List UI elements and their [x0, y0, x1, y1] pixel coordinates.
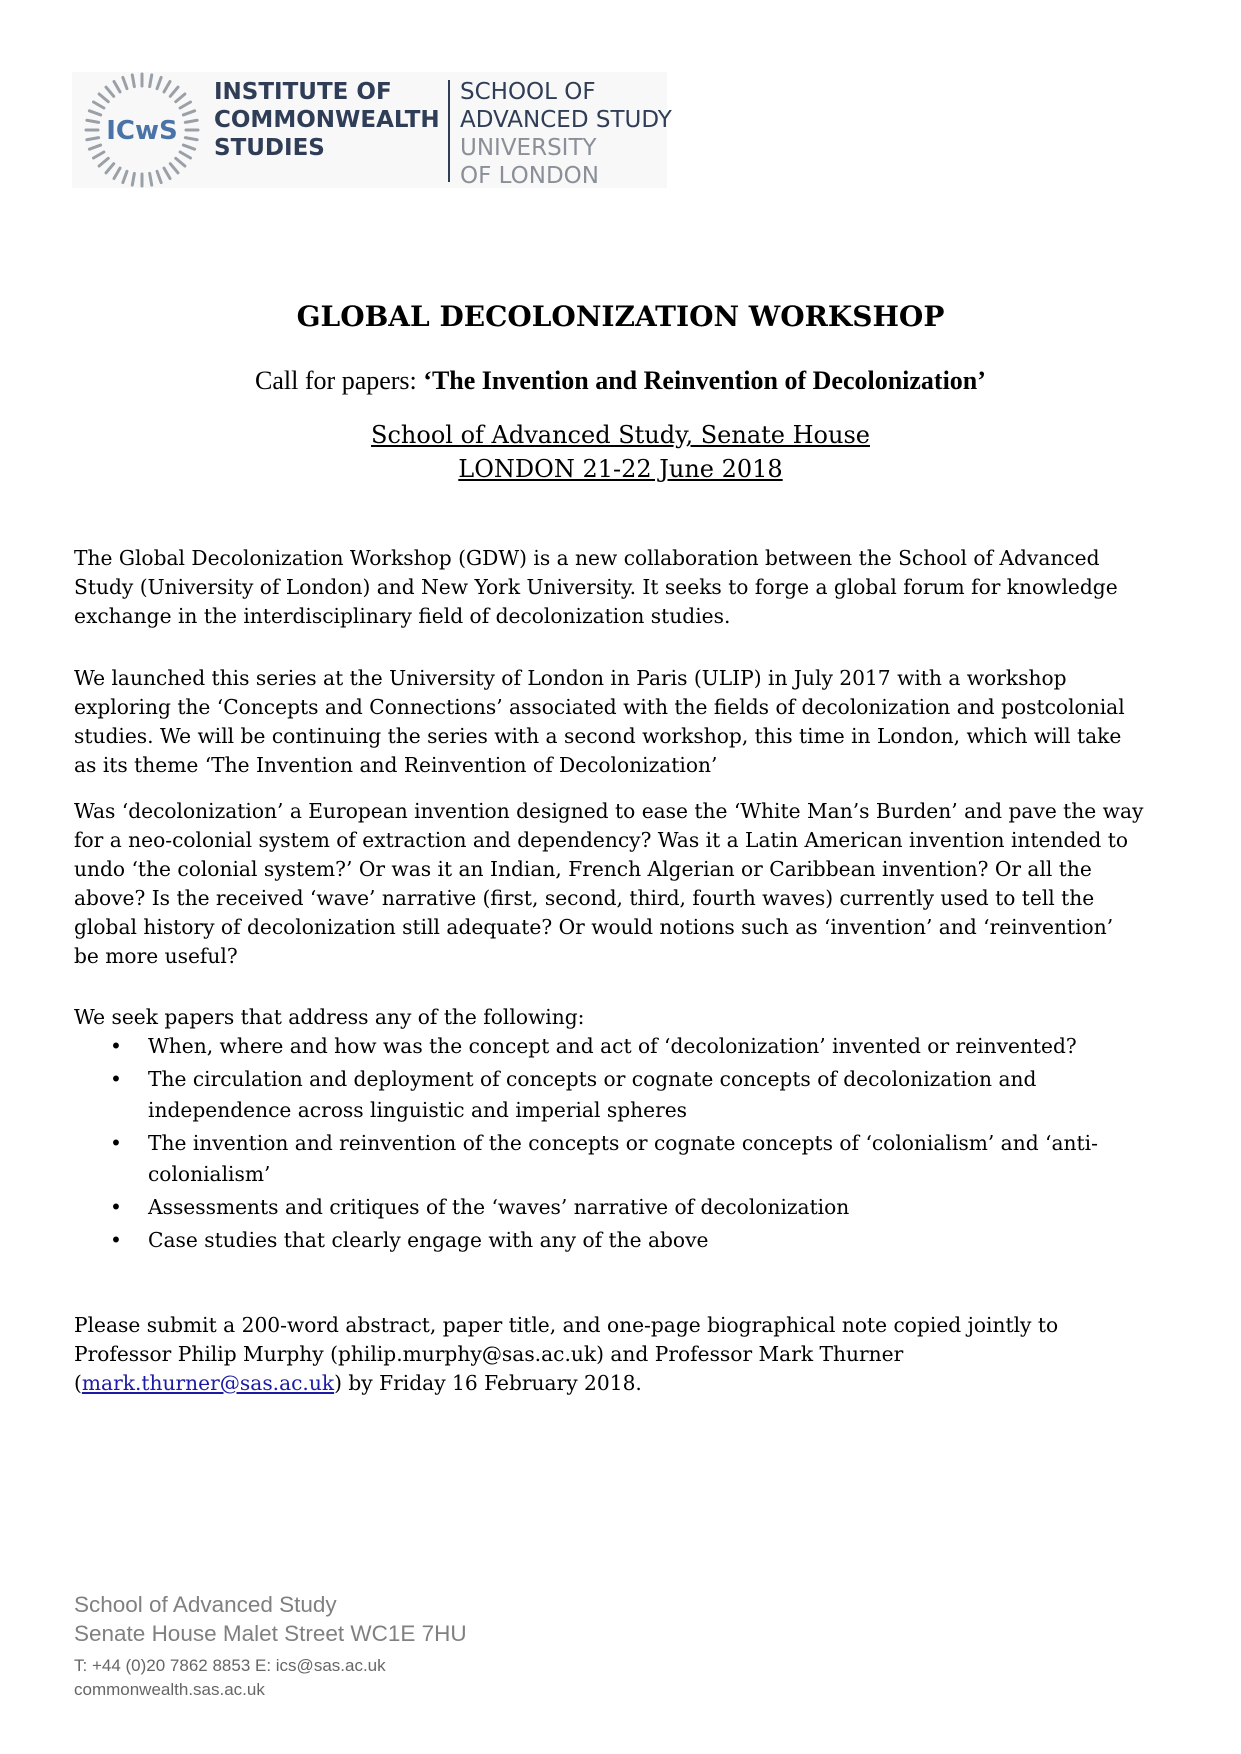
footer-address: Senate House Malet Street WC1E 7HU — [74, 1621, 467, 1646]
sunburst-ray — [114, 82, 120, 92]
school-line: SCHOOL OF — [460, 79, 596, 105]
list-item — [74, 1128, 1154, 1190]
bullet-icon: • — [110, 1067, 122, 1091]
topic-text: Case studies that clearly engage with any of the above — [148, 1228, 709, 1252]
sunburst-ray — [185, 120, 197, 122]
bullet-icon: • — [110, 1228, 122, 1252]
sunburst-ray — [180, 102, 190, 108]
footer-school: School of Advanced Study — [74, 1592, 337, 1617]
call-for-papers — [0, 366, 1241, 396]
venue-location: School of Advanced Study, Senate House — [371, 421, 870, 449]
series-paragraph: We launched this series at the University of London in Paris (ULIP) in July 2017 with a workshop exploring the ‘Concepts and Connections’ associated with the fields of decolonization and postcolonial studies. We will be continuing the series with a second workshop, this time in London, which will take as its theme ‘The Invention and Reinvention of Decolonization’ — [74, 666, 1125, 777]
sunburst-ray — [164, 82, 170, 92]
sunburst-ray — [180, 152, 190, 158]
subtitle-prefix: Call for papers: — [255, 366, 424, 395]
topic-text: The invention and reinvention of the concepts or cognate concepts of ‘colonialism’ and ‘anti-colonialism’ — [148, 1131, 1098, 1186]
sunburst-ray — [99, 158, 108, 166]
icws-mark: ICwS — [106, 116, 178, 146]
sunburst-ray — [89, 111, 100, 115]
university-name — [460, 134, 599, 190]
topic-text: When, where and how was the concept and act of ‘decolonization’ invented or reinvented? — [148, 1034, 1077, 1058]
sunburst-ray — [94, 102, 104, 108]
sunburst-ray — [170, 87, 178, 96]
email-link[interactable]: mark.thurner@sas.ac.uk — [81, 1371, 335, 1395]
sunburst-ray — [183, 145, 194, 149]
bullet-icon: • — [110, 1034, 122, 1058]
sunburst-ray — [132, 75, 134, 87]
sunburst-ray — [185, 138, 197, 140]
topic-text: Assessments and critiques of the ‘waves’ narrative of decolonization — [148, 1195, 850, 1219]
intro-paragraph: The Global Decolonization Workshop (GDW) is a new collaboration between the School of Advanced Study (University of London) and New York University. It seeks to forge a global forum for knowledge exchange in the interdisciplinary field of decolonization studies. — [74, 546, 1118, 628]
sunburst-ray — [170, 164, 178, 173]
sunburst-ray — [94, 152, 104, 158]
sunburst-ray — [123, 171, 127, 182]
seek-papers-intro: We seek papers that address any of the following: — [74, 1005, 585, 1029]
sunburst-ray — [176, 158, 185, 166]
university-line: OF LONDON — [460, 163, 599, 189]
sunburst-ray — [123, 77, 127, 88]
sunburst-ray — [99, 94, 108, 102]
submission-paragraph — [74, 1311, 1144, 1398]
venue-block — [0, 418, 1241, 486]
sunburst-ray — [87, 120, 99, 122]
subtitle-theme: ‘The Invention and Reinvention of Decolonization’ — [423, 366, 986, 395]
institute-line: INSTITUTE OF — [214, 79, 392, 105]
list-item — [74, 1064, 1154, 1126]
school-name — [460, 78, 672, 134]
footer-website: commonwealth.sas.ac.uk — [74, 1680, 265, 1699]
topic-list — [74, 1031, 1154, 1258]
venue-date: LONDON 21-22 June 2018 — [458, 455, 783, 483]
sunburst-ray — [114, 168, 120, 178]
icws-sunburst-icon — [72, 72, 212, 188]
page-title: GLOBAL DECOLONIZATION WORKSHOP — [296, 300, 945, 333]
questions-paragraph: Was ‘decolonization’ a European invention designed to ease the ‘White Man’s Burden’ and pave the way for a neo-colonial system of extraction and dependency? Was it a Latin American invention intended to undo ‘the colonial system?’ Or was it an Indian, French Algerian or Caribbean invention? Or all the above? Is the received ‘wave’ narrative (first, second, third, fourth waves) currently used to tell the global history of decolonization still adequate? Or would notions such as ‘invention’ and ‘reinvention’ be more useful? — [74, 799, 1144, 968]
logo-divider — [448, 80, 450, 182]
sunburst-ray — [183, 111, 194, 115]
list-item — [74, 1225, 1154, 1256]
sunburst-ray — [164, 168, 170, 178]
bullet-icon: • — [110, 1195, 122, 1219]
sunburst-ray — [157, 77, 161, 88]
sunburst-ray — [176, 94, 185, 102]
institution-logo — [72, 72, 672, 189]
submission-deadline: ) by Friday 16 February 2018. — [334, 1371, 642, 1395]
sunburst-ray — [106, 87, 114, 96]
bullet-icon: • — [110, 1131, 122, 1155]
sunburst-ray — [87, 138, 99, 140]
sunburst-ray — [89, 145, 100, 149]
sunburst-ray — [150, 173, 152, 185]
footer-contact: T: +44 (0)20 7862 8853 E: ics@sas.ac.uk — [74, 1656, 386, 1675]
topic-text: The circulation and deployment of concepts or cognate concepts of decolonization and independence across linguistic and imperial spheres — [148, 1067, 1037, 1122]
university-line: UNIVERSITY — [460, 135, 597, 161]
sunburst-ray — [150, 75, 152, 87]
footer — [74, 1590, 467, 1702]
list-item — [74, 1192, 1154, 1223]
institute-name — [214, 78, 440, 162]
sunburst-ray — [157, 171, 161, 182]
submission-text: Please submit a 200-word abstract, paper title, and one-page biographical note copied jointly to Professor Philip Murphy (philip.murphy@sas.ac.uk) and Professor Mark Thurner ( — [74, 1313, 1059, 1395]
sunburst-ray — [132, 173, 134, 185]
institute-line: COMMONWEALTH — [214, 107, 440, 133]
school-line: ADVANCED STUDY — [460, 107, 672, 133]
sunburst-ray — [106, 164, 114, 173]
list-item — [74, 1031, 1154, 1062]
institute-line: STUDIES — [214, 135, 325, 161]
